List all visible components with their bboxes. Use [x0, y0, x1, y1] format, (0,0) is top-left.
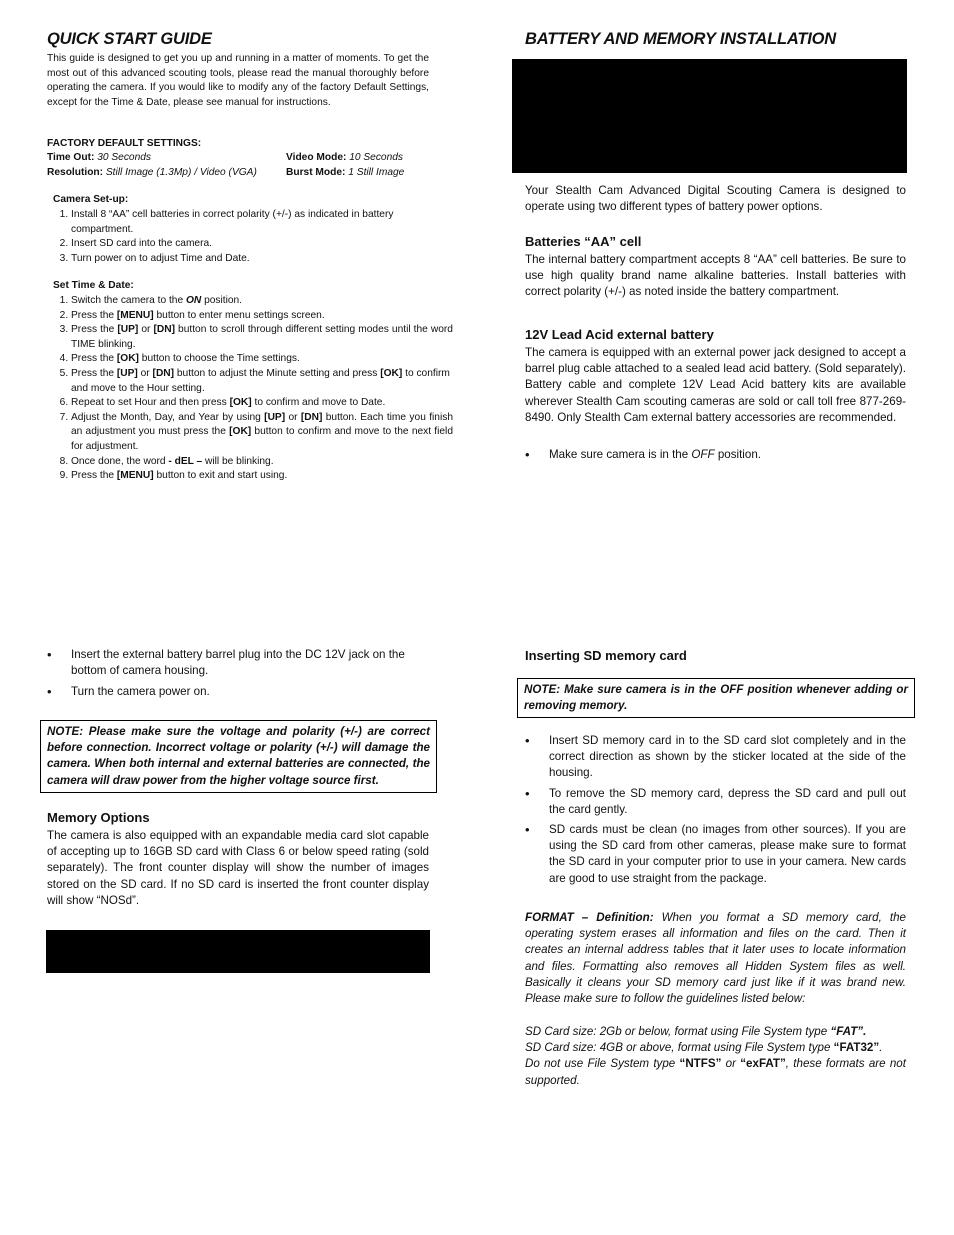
sd-card-bullets — [525, 733, 906, 891]
time-step: 9. Press the [MENU] button to exit and start using. — [71, 469, 453, 484]
time-step: 3. Press the [UP] or [DN] button to scroll through different setting modes until the word TIME blinking. — [71, 323, 453, 352]
quick-start-intro: This guide is designed to get you up and running in a matter of moments. To get the most out of this advanced scouting tools, please read the manual thoroughly before operating the camera. If you would like to modify any of the factory Default Settings, except for the Time & Date, please see manual for instructions. — [47, 53, 429, 108]
setup-step: 3. Turn power on to adjust Time and Date. — [71, 252, 429, 267]
time-step: 6. Repeat to set Hour and then press [OK] to confirm and move to Date. — [71, 396, 453, 411]
lead-acid-text: The camera is equipped with an external power jack designed to accept a barrel plug cable attached to a sealed lead acid battery. (Sold separately). Battery cable and complete 12V Lead Acid battery kits are available wherever Stealth Cam scouting cameras are sold or call toll free 877-269-8490. Only Stealth Cam external battery accessories are recommended. — [525, 346, 906, 424]
quick-start-title: QUICK START GUIDE — [47, 30, 212, 48]
list-item: • Insert SD memory card in to the SD card slot completely and in the correct direction as shown by the sticker located at the side of the housing. — [525, 733, 906, 782]
setup-steps — [47, 208, 429, 266]
resolution-setting: Resolution: Still Image (1.3Mp) / Video (VGA) — [47, 167, 257, 178]
redacted-image-block — [46, 930, 430, 973]
lead-acid-heading: 12V Lead Acid external battery — [525, 327, 714, 342]
inserting-sd-heading: Inserting SD memory card — [525, 648, 687, 663]
battery-intro: Your Stealth Cam Advanced Digital Scouting Camera is designed to operate using two different types of battery power options. — [525, 184, 906, 214]
fat-guideline: SD Card size: 2Gb or below, format using File System type “FAT”. — [525, 1025, 867, 1038]
list-item: • SD cards must be clean (no images from other sources). If you are using the SD card from other cameras, please make sure to format the SD card in your computer prior to use in your camera. New cards are good to use straight from the package. — [525, 822, 906, 887]
time-step: 7. Adjust the Month, Day, and Year by using [UP] or [DN] button. Each time you finish an adjustment you must press the [OK] button to confirm and move to the next field for adjustment. — [71, 411, 453, 455]
external-battery-bullets — [47, 647, 429, 705]
defaults-heading: FACTORY DEFAULT SETTINGS: — [47, 138, 202, 149]
list-item: • Turn the camera power on. — [47, 684, 429, 700]
burst-setting: Burst Mode: 1 Still Image — [286, 167, 405, 178]
memory-off-note: NOTE: Make sure camera is in the OFF position whenever adding or removing memory. — [517, 678, 915, 718]
videomode-setting: Video Mode: 10 Seconds — [286, 152, 404, 163]
ntfs-guideline: Do not use File System type “NTFS” or “exFAT”, these formats are not supported. — [525, 1057, 906, 1087]
time-step: 5. Press the [UP] or [DN] button to adjust the Minute setting and press [OK] to confirm and move to the Hour setting. — [71, 367, 453, 396]
voltage-note: NOTE: Please make sure the voltage and polarity (+/-) are correct before connection. Incorrect voltage or polarity (+/-) will damage the camera. When both internal and external batteries are connected, the camera will draw power from the higher voltage source first. — [40, 720, 437, 793]
list-item: • To remove the SD memory card, depress the SD card and pull out the card gently. — [525, 786, 906, 818]
aa-heading: Batteries “AA” cell — [525, 234, 642, 249]
time-step: 4. Press the [OK] button to choose the Time settings. — [71, 352, 453, 367]
battery-memory-title: BATTERY AND MEMORY INSTALLATION — [525, 30, 836, 48]
file-system-guidelines — [525, 1024, 906, 1089]
time-step: 2. Press the [MENU] button to enter menu settings screen. — [71, 309, 453, 324]
off-position-bullet — [525, 447, 906, 467]
aa-text: The internal battery compartment accepts 8 “AA” cell batteries. Be sure to use high quality brand name alkaline batteries. Install batteries with correct polarity (+/-) as noted inside the battery compartment. — [525, 253, 906, 299]
redacted-image-block — [512, 59, 907, 173]
time-date-steps — [47, 294, 453, 484]
setup-step: 2. Insert SD card into the camera. — [71, 237, 429, 252]
memory-options-heading: Memory Options — [47, 810, 150, 825]
list-item: • Make sure camera is in the OFF position. — [525, 447, 906, 463]
list-item: • Insert the external battery barrel plug into the DC 12V jack on the bottom of camera housing. — [47, 647, 429, 679]
fat32-guideline: SD Card size: 4GB or above, format using File System type “FAT32”. — [525, 1041, 883, 1055]
time-date-heading: Set Time & Date: — [53, 280, 134, 291]
memory-options-text: The camera is also equipped with an expandable media card slot capable of accepting up to 16GB SD card with Class 6 or below speed rating (sold separately). The front counter display will show the number of images stored on the SD card. If no SD card is inserted the front counter display will show “NOSd”. — [47, 829, 429, 907]
setup-heading: Camera Set-up: — [53, 194, 129, 205]
format-definition: FORMAT – Definition: When you format a SD memory card, the operating system erases all information and files on the card. Then it creates an internal address tables that it later uses to locate information and files. Formatting also removes all Hidden System files as well. Basically it cleans your SD memory card just like if it was brand new. Please make sure to follow the guidelines listed below: — [525, 911, 906, 1006]
setup-step: 1. Install 8 “AA” cell batteries in correct polarity (+/-) as indicated in battery compartment. — [71, 208, 429, 237]
time-step: 8. Once done, the word - dEL – will be blinking. — [71, 455, 453, 470]
time-step: 1. Switch the camera to the ON position. — [71, 294, 453, 309]
timeout-setting: Time Out: 30 Seconds — [47, 152, 152, 163]
